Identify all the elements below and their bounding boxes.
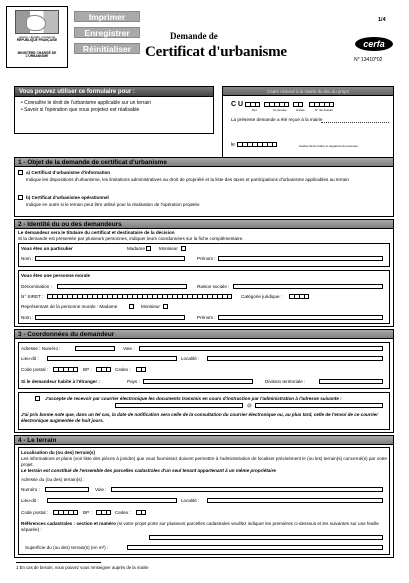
cu-label: C U xyxy=(231,101,244,108)
received-label: La présente demande a été reçue à la mairie xyxy=(231,117,323,122)
form-title: Certificat d'urbanisme xyxy=(145,44,287,60)
dpt-cells[interactable] xyxy=(245,102,260,107)
localite-input[interactable] xyxy=(207,356,383,361)
lieudit-input[interactable] xyxy=(47,356,177,361)
bp-cells[interactable] xyxy=(96,367,111,372)
save-button[interactable]: Enregistrer xyxy=(74,27,140,38)
pays-input[interactable] xyxy=(143,379,253,384)
republic-logo: Liberté • Égalité • Fraternité RÉPUBLIQUE FRANÇAISE MINISTÈRE CHARGÉ DE L'URBANISME xyxy=(6,6,68,68)
terrain-localite-input[interactable] xyxy=(207,498,383,503)
footnote-divider xyxy=(16,562,101,563)
madame-checkbox[interactable] xyxy=(146,246,151,251)
terrain-code-postal-cells[interactable] xyxy=(53,510,78,515)
numero-input[interactable] xyxy=(75,346,115,351)
denomination-input[interactable] xyxy=(57,284,187,289)
raison-sociale-input[interactable] xyxy=(233,284,383,289)
voie-input[interactable] xyxy=(139,346,383,351)
intro-heading: Vous pouvez utiliser ce formulaire pour : xyxy=(15,87,213,97)
cerfa-logo: cerfa xyxy=(355,37,393,51)
rep-nom-input[interactable] xyxy=(35,315,185,320)
footnote: 1 En cas de besoin, vous pouvez vous renseigner auprès de la mairie xyxy=(16,565,149,570)
terrain-voie-input[interactable] xyxy=(111,487,383,492)
cadastre-input[interactable] xyxy=(149,535,383,540)
terrain-bp-cells[interactable] xyxy=(96,510,111,515)
section-3 xyxy=(14,329,394,433)
section-2: 2 - Identité du ou des demandeurs Le demandeur sera le titulaire du certificat et destinataire de la décision Si la demande est présentée par plusieurs personnes, indiquer leurs coordonnées sur la fiche complémentaire. Vous êtes un particulier Madame Monsieur Nom : Prénom : Vous êtes une personne morale Dénomination : Raison sociale : N° SIRET : Catégorie juridique : Représentant de la personne morale : Madame Monsieur Nom : Prénom : xyxy=(14,219,394,327)
section-4-heading: 4 - Le terrain xyxy=(15,436,393,445)
section-1: 1 - Objet de la demande de certificat d'urbanisme a) Certificat d'urbanisme d'information Indique les dispositions d'urbanisme, les limitations administratives au droit de propriété et la liste des taxes et participations d'urbanisme applicables au terrain b) Certificat d'urbanisme opérationnel Indique en outre si le terrain peut être utilisé pour la réalisation de l'opération projetée xyxy=(14,157,394,217)
address-box: Adresse : Numéro : Voie : Lieu-dit : Localité : Code postal : BP : Cedex : Si le demandeur habite à l'étranger : Pays : Division territoriale : xyxy=(18,342,390,389)
admin-heading: Cadre réservé à la mairie du lieu du projet xyxy=(223,87,393,96)
commune-cells[interactable] xyxy=(264,102,289,107)
cu-operationnel-checkbox[interactable] xyxy=(18,195,23,200)
categorie-cells[interactable] xyxy=(289,294,309,299)
division-input[interactable] xyxy=(319,379,383,384)
rep-prenom-input[interactable] xyxy=(218,315,383,320)
email-user-input[interactable] xyxy=(115,403,243,408)
rep-monsieur-checkbox[interactable] xyxy=(163,304,168,309)
cerfa-number: N° 13410*02 xyxy=(354,57,383,63)
email-box: J'accepte de recevoir par courrier électronique les documents transmis en cours d'instruction par l'administration à l'adresse suivante : @ J'ai pris bonne note que, dans un tel cas, la date de notification sera celle de la consultation du courrier électronique ou, au plus tard, celle de l'envoi de ce courrier électronique augmentée de huit jours. xyxy=(18,392,390,430)
section-2-heading: 2 - Identité du ou des demandeurs xyxy=(15,220,393,229)
prenom-input[interactable] xyxy=(218,256,383,261)
marianne-icon xyxy=(15,10,59,34)
intro-panel xyxy=(14,86,214,134)
section-4 xyxy=(14,435,394,558)
email-accept-checkbox[interactable] xyxy=(35,396,40,401)
reset-button[interactable]: Réinitialiser xyxy=(74,43,140,54)
year-cells[interactable] xyxy=(293,102,303,107)
cu-information-checkbox[interactable] xyxy=(18,170,23,175)
page-number: 1/4 xyxy=(378,17,386,23)
code-postal-cells[interactable] xyxy=(53,367,78,372)
print-button[interactable]: Imprimer xyxy=(74,11,140,22)
terrain-numero-input[interactable] xyxy=(45,487,89,492)
nom-input[interactable] xyxy=(35,256,185,261)
section-1-heading: 1 - Objet de la demande de certificat d'urbanisme xyxy=(15,158,393,167)
cedex-cells[interactable] xyxy=(136,367,146,372)
rep-madame-checkbox[interactable] xyxy=(129,304,134,309)
siret-cells[interactable] xyxy=(47,294,232,299)
intro-item: • Savoir si l'opération que vous projetez est réalisable xyxy=(21,106,140,113)
email-domain-input[interactable] xyxy=(255,403,383,408)
intro-item: • Connaître le droit de l'urbanisme applicable sur un terrain xyxy=(21,100,151,106)
date-cells[interactable] xyxy=(237,142,277,147)
terrain-cedex-cells[interactable] xyxy=(136,510,146,515)
section-3-heading: 3 - Coordonnées du demandeur xyxy=(15,330,393,339)
admin-box: Cadre réservé à la mairie du lieu du projet C U Dpt Commune Année N° de dossier La présente demande a été reçue à la mairie le Cachet de la mairie et signature du receveur xyxy=(222,86,394,160)
form-title-line1: Demande de xyxy=(170,31,218,41)
terrain-lieudit-input[interactable] xyxy=(47,498,177,503)
morale-box: Vous êtes une personne morale Dénomination : Raison sociale : N° SIRET : Catégorie juridique : Représentant de la personne morale : Madame Monsieur Nom : Prénom : xyxy=(18,270,390,324)
particulier-box: Vous êtes un particulier Madame Monsieur Nom : Prénom : xyxy=(18,243,390,267)
superficie-input[interactable] xyxy=(127,545,383,550)
monsieur-checkbox[interactable] xyxy=(181,246,186,251)
stamp-label: Cachet de la mairie et signature du receveur xyxy=(299,144,359,148)
dossier-cells[interactable] xyxy=(309,102,334,107)
terrain-box: Localisation du (ou des) terrain(s) Les informations et plans (voir liste des pièces à joindre) que vous fournissez doivent permettre à l'administration de localiser précisément le (ou les) terrain(s) concerné(s) par votre projet. Le terrain est constitué de l'ensemble des parcelles cadastrales d'un seul tenant appartenant à un même propriétaire Adresse du (ou des) terrain(s) : Numéro : Voie : Lieu-dit : Localité : Code postal : BP : Cedex : Références cadastrales : section et numéro (si votre projet porte sur plusieurs parcelles cadastrales veuillez indiquer les premières ci-dessous et les suivantes sur une feuille séparée) : Superficie du (ou des) terrain(s) (en m²) : xyxy=(18,447,390,555)
date-label: le xyxy=(231,142,235,148)
